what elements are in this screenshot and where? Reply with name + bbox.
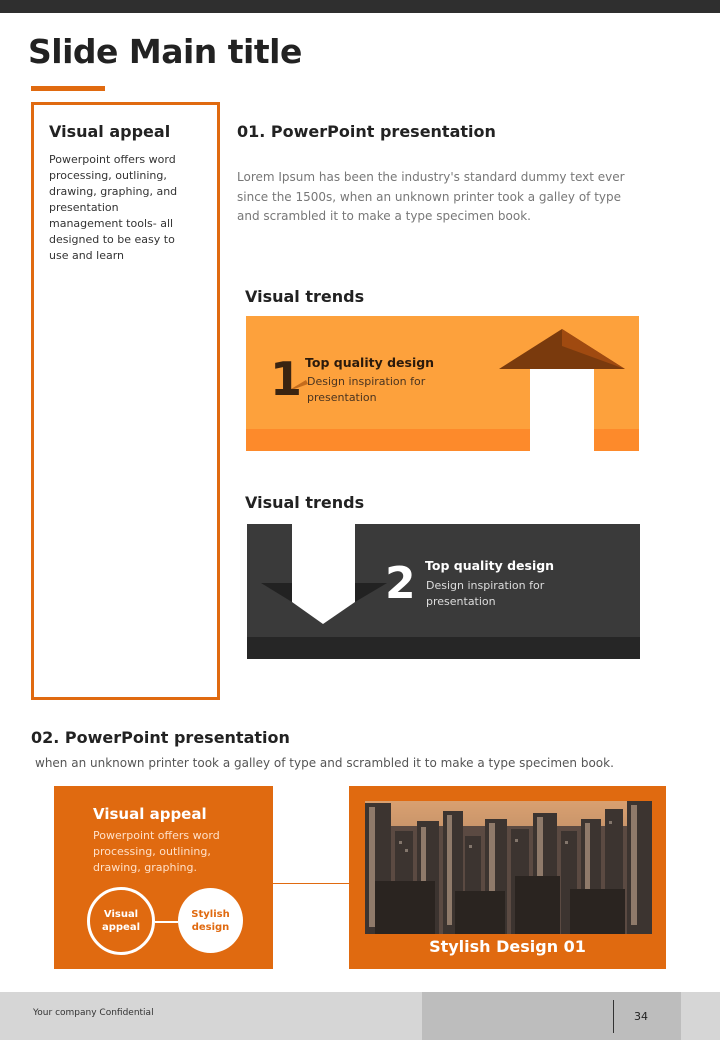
trend1-card (246, 316, 639, 451)
trend2-text: Design inspiration for presentation (426, 579, 545, 608)
photo-card-caption: Stylish Design 01 (429, 937, 586, 956)
circle-connector (155, 921, 178, 923)
footer (0, 992, 720, 1040)
card-connector-line (273, 883, 349, 884)
footer-page-area (422, 992, 681, 1040)
section2-title: 02. PowerPoint presentation (31, 728, 290, 747)
orange-card-title: Visual appeal (93, 805, 207, 823)
top-bar (0, 0, 720, 13)
section2-text: when an unknown printer took a galley of type and scrambled it to make a type specimen book. (35, 756, 614, 770)
trend1-title: Top quality design (305, 355, 435, 370)
sidebar-text: Powerpoint offers word processing, outlining, drawing, graphing, and presentation management tools- all designed to be easy to use and learn (49, 153, 178, 262)
trend1-heading: Visual trends (245, 287, 365, 306)
trend1-text: Design inspiration for presentation (307, 375, 426, 404)
page-number: 34 (634, 1010, 648, 1023)
trend2-card (247, 524, 640, 659)
section1-title: 01. PowerPoint presentation (237, 122, 496, 141)
circle-visual-appeal-label: Visual appeal (101, 909, 141, 933)
circle-stylish-design-label: Stylish design (191, 908, 230, 933)
footer-separator (613, 1000, 614, 1033)
trend2-number: 2 (385, 558, 416, 609)
title-underline (31, 86, 105, 91)
circle-visual-appeal (87, 887, 155, 955)
sidebar-title: Visual appeal (49, 122, 171, 141)
orange-card (54, 786, 273, 969)
section1-text: Lorem Ipsum has been the industry's standard dummy text ever since the 1500s, when an unknown printer took a galley of type and scrambled it to make a type specimen book. (237, 170, 625, 223)
trend1-number: 1 (270, 352, 303, 406)
orange-card-text: Powerpoint offers word processing, outlining, drawing, graphing. (93, 829, 220, 874)
circle-stylish-design (178, 888, 243, 953)
footer-confidential: Your company Confidential (33, 1008, 154, 1018)
trend2-heading: Visual trends (245, 493, 365, 512)
page-title: Slide Main title (28, 32, 302, 71)
trend2-title: Top quality design (425, 558, 555, 573)
city-skyline-photo (365, 801, 652, 934)
photo-card (349, 786, 666, 969)
